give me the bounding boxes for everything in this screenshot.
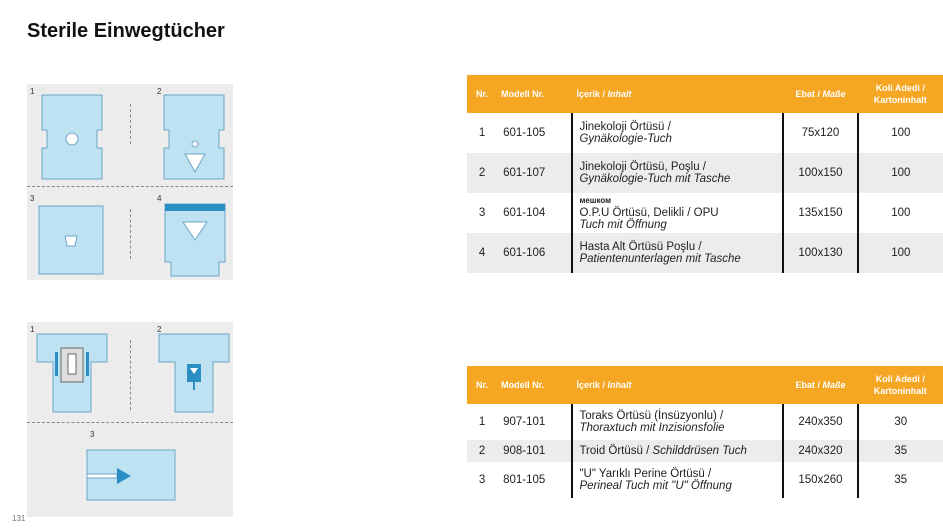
col-size: Ebat / Maße [783, 366, 857, 404]
col-size: Ebat / Maße [783, 75, 857, 113]
drape-patient-underlay [161, 200, 229, 285]
page-number: 131 [12, 514, 26, 523]
table-row: 2 601-107 Jinekoloji Örtüsü, Poşlu / Gynäkologie-Tuch mit Tasche 100x150 100 [467, 153, 943, 193]
table-row: 2 908-101 Troid Örtüsü / Schilddrüsen Tuch 240x320 35 [467, 440, 943, 462]
table-row: 3 801-105 "U" Yarıklı Perine Örtüsü / Perineal Tuch mit "U" Öffnung 150x260 35 [467, 462, 943, 498]
table-row: 1 907-101 Toraks Örtüsü (İnsüzyonlu) / Thoraxtuch mit Inzisionsfolie 240x350 30 [467, 404, 943, 440]
diagram-label: 2 [157, 325, 162, 334]
drape-thyroid [157, 332, 231, 421]
drape-gynecology-pouch [159, 92, 229, 187]
product-table-2 [467, 366, 943, 498]
col-carton: Koli Adedi / Kartoninhalt [858, 75, 943, 113]
drape-gynecology [37, 92, 107, 187]
diagram-label: 1 [30, 87, 35, 96]
col-nr: Nr. [467, 366, 497, 404]
col-model: Modell Nr. [497, 75, 572, 113]
page-title: Sterile Einwegtücher [27, 20, 225, 42]
drape-diagram-1 [27, 84, 233, 280]
diagram-label: 1 [30, 325, 35, 334]
diagram-label: 4 [157, 194, 162, 203]
col-carton: Koli Adedi / Kartoninhalt [858, 366, 943, 404]
table-row: 4 601-106 Hasta Alt Örtüsü Poşlu / Patientenunterlagen mit Tasche 100x130 100 [467, 233, 943, 273]
table-row: 3 601-104 мешком O.P.U Örtüsü, Delikli / OPU Tuch mit Öffnung 135x150 100 [467, 193, 943, 233]
table-row: 1 601-105 Jinekoloji Örtüsü / Gynäkologie-Tuch 75x120 100 [467, 113, 943, 153]
col-content: İçerik / Inhalt [572, 75, 783, 113]
drape-thorax [35, 332, 109, 421]
col-model: Modell Nr. [497, 366, 572, 404]
col-nr: Nr. [467, 75, 497, 113]
diagram-label: 3 [30, 194, 35, 203]
col-content: İçerik / Inhalt [572, 366, 783, 404]
drape-diagram-2 [27, 322, 233, 517]
diagram-label: 3 [90, 430, 95, 439]
product-table-1 [467, 75, 943, 273]
drape-opu [35, 202, 109, 283]
drape-perineal [85, 446, 177, 507]
diagram-label: 2 [157, 87, 162, 96]
